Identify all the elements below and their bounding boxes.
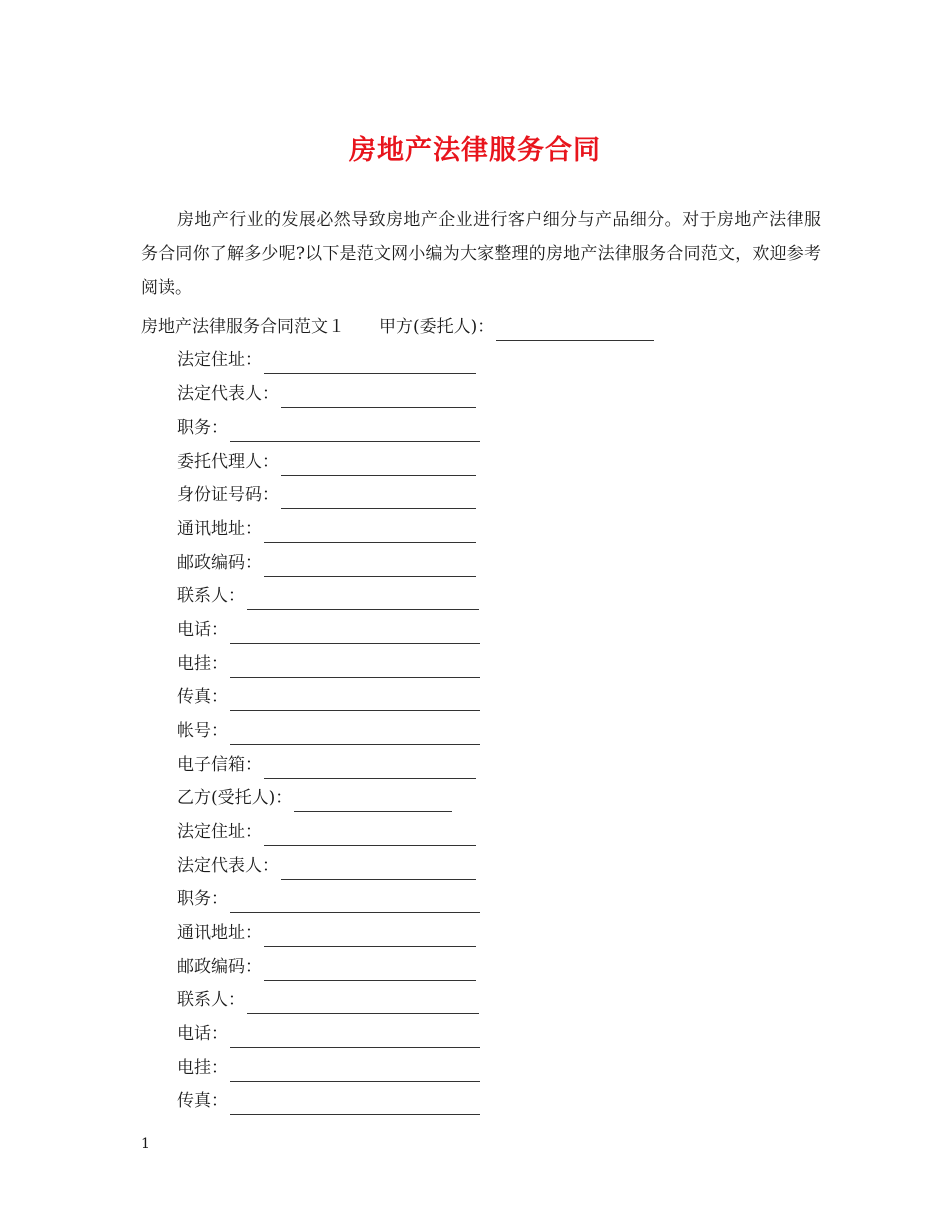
party-b-label: 乙方(受托人)： bbox=[177, 788, 293, 808]
field-blank bbox=[281, 455, 476, 476]
field-line bbox=[177, 751, 476, 779]
field-blank bbox=[247, 993, 479, 1014]
field-blank bbox=[230, 1094, 480, 1115]
field-line bbox=[177, 549, 476, 577]
field-line bbox=[177, 1054, 480, 1082]
party-a-label: 甲方(委托人)： bbox=[379, 317, 495, 337]
field-line bbox=[177, 380, 476, 408]
field-line bbox=[177, 818, 476, 846]
field-label: 通讯地址： bbox=[177, 519, 262, 539]
field-line bbox=[177, 346, 476, 374]
field-line bbox=[177, 852, 476, 880]
field-label: 委托代理人： bbox=[177, 452, 279, 472]
field-blank bbox=[264, 522, 476, 543]
party-a-blank bbox=[496, 320, 654, 341]
field-label: 法定代表人： bbox=[177, 384, 279, 404]
field-blank bbox=[230, 690, 480, 711]
field-line bbox=[177, 481, 476, 509]
field-line bbox=[177, 616, 480, 644]
field-label: 联系人： bbox=[177, 990, 245, 1010]
field-blank bbox=[281, 488, 476, 509]
field-label: 联系人： bbox=[177, 586, 245, 606]
field-label: 法定住址： bbox=[177, 350, 262, 370]
field-blank bbox=[264, 960, 476, 981]
document-title: 房地产法律服务合同 bbox=[349, 135, 601, 166]
field-blank bbox=[230, 724, 480, 745]
field-blank bbox=[230, 892, 480, 913]
field-line bbox=[177, 986, 479, 1014]
field-line bbox=[177, 717, 480, 745]
party-b-blank bbox=[294, 791, 452, 812]
field-blank bbox=[281, 387, 476, 408]
field-line bbox=[177, 1020, 480, 1048]
field-blank bbox=[230, 657, 480, 678]
field-blank bbox=[247, 589, 479, 610]
sample-heading: 房地产法律服务合同范文１ bbox=[141, 317, 345, 337]
field-label: 传真： bbox=[177, 687, 228, 707]
field-blank bbox=[264, 353, 476, 374]
field-line bbox=[177, 683, 480, 711]
field-label: 电话： bbox=[177, 1024, 228, 1044]
field-line bbox=[177, 953, 476, 981]
field-blank bbox=[281, 859, 476, 880]
field-line bbox=[177, 448, 476, 476]
field-blank bbox=[264, 825, 476, 846]
field-label: 邮政编码： bbox=[177, 957, 262, 977]
field-line bbox=[177, 414, 480, 442]
intro-paragraph: 房地产行业的发展必然导致房地产企业进行客户细分与产品细分。对于房地产法律服务合同你了解多少呢?以下是范文网小编为大家整理的房地产法律服务合同范文，欢迎参考阅读。 bbox=[141, 210, 821, 298]
field-label: 职务： bbox=[177, 418, 228, 438]
field-label: 法定代表人： bbox=[177, 856, 279, 876]
page-number: 1 bbox=[141, 1136, 150, 1152]
field-label: 帐号： bbox=[177, 721, 228, 741]
field-blank bbox=[264, 556, 476, 577]
field-label: 电挂： bbox=[177, 654, 228, 674]
field-blank bbox=[264, 926, 476, 947]
field-label: 身份证号码： bbox=[177, 485, 279, 505]
field-label: 传真： bbox=[177, 1091, 228, 1111]
party-b-line bbox=[177, 784, 452, 812]
field-label: 电子信箱： bbox=[177, 755, 262, 775]
sample-heading-line bbox=[141, 313, 654, 341]
field-label: 电挂： bbox=[177, 1058, 228, 1078]
field-blank bbox=[230, 623, 480, 644]
field-line bbox=[177, 650, 480, 678]
field-label: 电话： bbox=[177, 620, 228, 640]
field-blank bbox=[264, 758, 476, 779]
field-blank bbox=[230, 1027, 480, 1048]
field-line bbox=[177, 919, 476, 947]
field-blank bbox=[230, 1061, 480, 1082]
field-label: 邮政编码： bbox=[177, 553, 262, 573]
field-label: 通讯地址： bbox=[177, 923, 262, 943]
field-line bbox=[177, 582, 479, 610]
field-line bbox=[177, 885, 480, 913]
field-label: 职务： bbox=[177, 889, 228, 909]
field-line bbox=[177, 1087, 480, 1115]
field-blank bbox=[230, 421, 480, 442]
field-line bbox=[177, 515, 476, 543]
field-label: 法定住址： bbox=[177, 822, 262, 842]
